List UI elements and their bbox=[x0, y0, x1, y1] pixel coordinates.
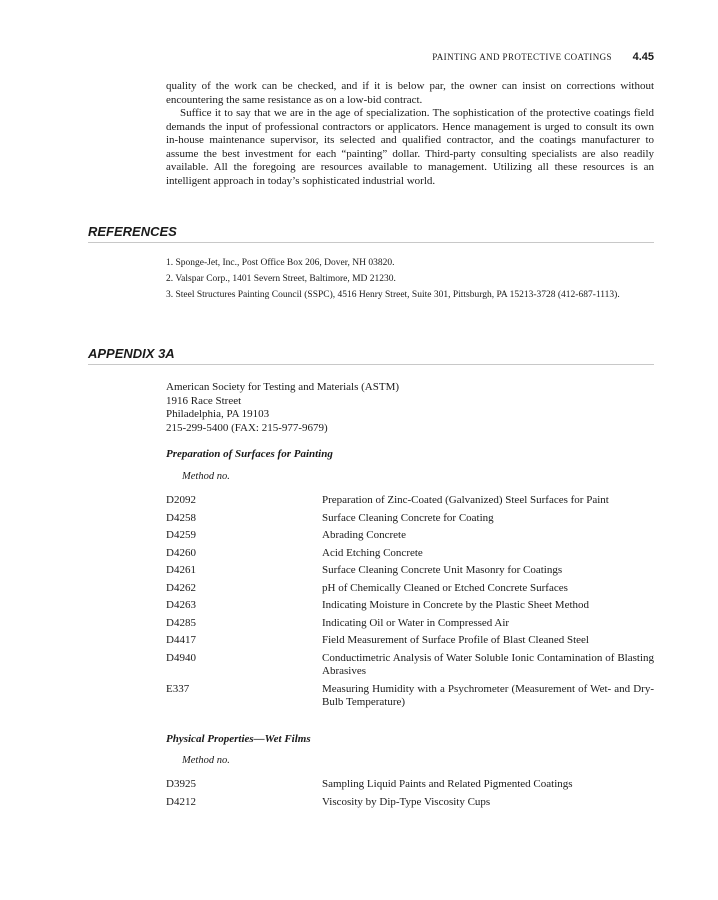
address-line: 1916 Race Street bbox=[166, 394, 242, 407]
method-code: D2092 bbox=[166, 494, 196, 506]
method-title: Indicating Moisture in Concrete by the Plastic Sheet Method bbox=[322, 599, 590, 611]
method-title: Indicating Oil or Water in Compressed Air bbox=[322, 616, 510, 629]
method-title: Surface Cleaning Concrete Unit Masonry for Coatings bbox=[322, 564, 563, 576]
references-heading: REFERENCES bbox=[88, 224, 654, 243]
method-code: D4417 bbox=[166, 634, 196, 646]
method-code: D3925 bbox=[166, 778, 196, 790]
page-number: 4.45 bbox=[632, 51, 654, 63]
table-row bbox=[166, 683, 654, 710]
method-code: E337 bbox=[166, 682, 190, 695]
address-line: American Society for Testing and Materials (ASTM) bbox=[166, 381, 400, 393]
method-title: Abrading Concrete bbox=[322, 529, 406, 541]
table-row bbox=[166, 634, 654, 648]
method-title: pH of Chemically Cleaned or Etched Concrete Surfaces bbox=[322, 581, 568, 594]
method-code: D4263 bbox=[166, 599, 196, 611]
method-code: D4940 bbox=[166, 651, 196, 664]
method-code: D4259 bbox=[166, 529, 196, 541]
section-title: Physical Properties—Wet Films bbox=[166, 733, 311, 745]
running-title: PAINTING AND PROTECTIVE COATINGS bbox=[432, 52, 612, 62]
method-title: Conductimetric Analysis of Water Soluble Ionic Contamination of Blasting Abrasives bbox=[322, 651, 654, 677]
table-row bbox=[166, 796, 654, 810]
method-title: Measuring Humidity with a Psychrometer (Measurement of Wet- and Dry-Bulb Temperature) bbox=[322, 682, 654, 708]
running-header bbox=[432, 51, 654, 63]
method-column-label: Method no. bbox=[182, 755, 230, 766]
table-row bbox=[166, 778, 654, 792]
table-row bbox=[166, 617, 654, 631]
table-row bbox=[166, 599, 654, 613]
method-code: D4261 bbox=[166, 564, 196, 576]
address-line: Philadelphia, PA 19103 bbox=[166, 408, 270, 420]
reference-item: 1. Sponge-Jet, Inc., Post Office Box 206, Dover, NH 03820. bbox=[166, 258, 395, 268]
table-row bbox=[166, 547, 654, 561]
paragraph: Suffice it to say that we are in the age of specialization. The sophistication of the protective coatings field demands the input of professional contractors or applicators. Hence management is urged to consult its own in-house maintenance supervisor, its selected and qualified contractor, and the coatings manufacturer to assume the best investment for each “painting” dollar. Third-party consulting specialists are also readily available. All the foregoing are resources available to management. Utilizing all these resources is an intelligent approach in today’s sophisticated industrial world. bbox=[166, 107, 654, 187]
table-row bbox=[166, 529, 654, 543]
paragraph: quality of the work can be checked, and if it is below par, the owner can insist on corrections without encountering the same resistance as on a low-bid contract. bbox=[166, 80, 654, 106]
appendix-heading: APPENDIX 3A bbox=[88, 346, 654, 365]
method-title: Acid Etching Concrete bbox=[322, 546, 423, 559]
astm-address bbox=[166, 381, 399, 435]
method-title: Surface Cleaning Concrete for Coating bbox=[322, 511, 494, 524]
reference-item: 2. Valspar Corp., 1401 Severn Street, Baltimore, MD 21230. bbox=[166, 274, 396, 284]
references-list bbox=[166, 257, 646, 305]
method-code: D4258 bbox=[166, 511, 196, 524]
method-table bbox=[166, 778, 654, 813]
address-line: 215-299-5400 (FAX: 215-977-9679) bbox=[166, 421, 328, 434]
method-column-label: Method no. bbox=[182, 471, 230, 482]
method-code: D4285 bbox=[166, 616, 196, 629]
method-title: Field Measurement of Surface Profile of Blast Cleaned Steel bbox=[322, 634, 589, 646]
method-code: D4212 bbox=[166, 795, 196, 808]
table-row bbox=[166, 652, 654, 679]
section-title: Preparation of Surfaces for Painting bbox=[166, 448, 333, 460]
method-code: D4260 bbox=[166, 546, 196, 559]
method-title: Preparation of Zinc-Coated (Galvanized) Steel Surfaces for Paint bbox=[322, 494, 609, 506]
method-title: Sampling Liquid Paints and Related Pigmented Coatings bbox=[322, 778, 573, 790]
body-text bbox=[166, 80, 654, 188]
method-title: Viscosity by Dip-Type Viscosity Cups bbox=[322, 795, 491, 808]
table-row bbox=[166, 582, 654, 596]
method-code: D4262 bbox=[166, 581, 196, 594]
method-table bbox=[166, 494, 654, 714]
reference-item: 3. Steel Structures Painting Council (SSPC), 4516 Henry Street, Suite 301, Pittsburgh, PA 15213-3728 (412-687-1113). bbox=[166, 290, 620, 300]
table-row bbox=[166, 494, 654, 508]
table-row bbox=[166, 512, 654, 526]
table-row bbox=[166, 564, 654, 578]
